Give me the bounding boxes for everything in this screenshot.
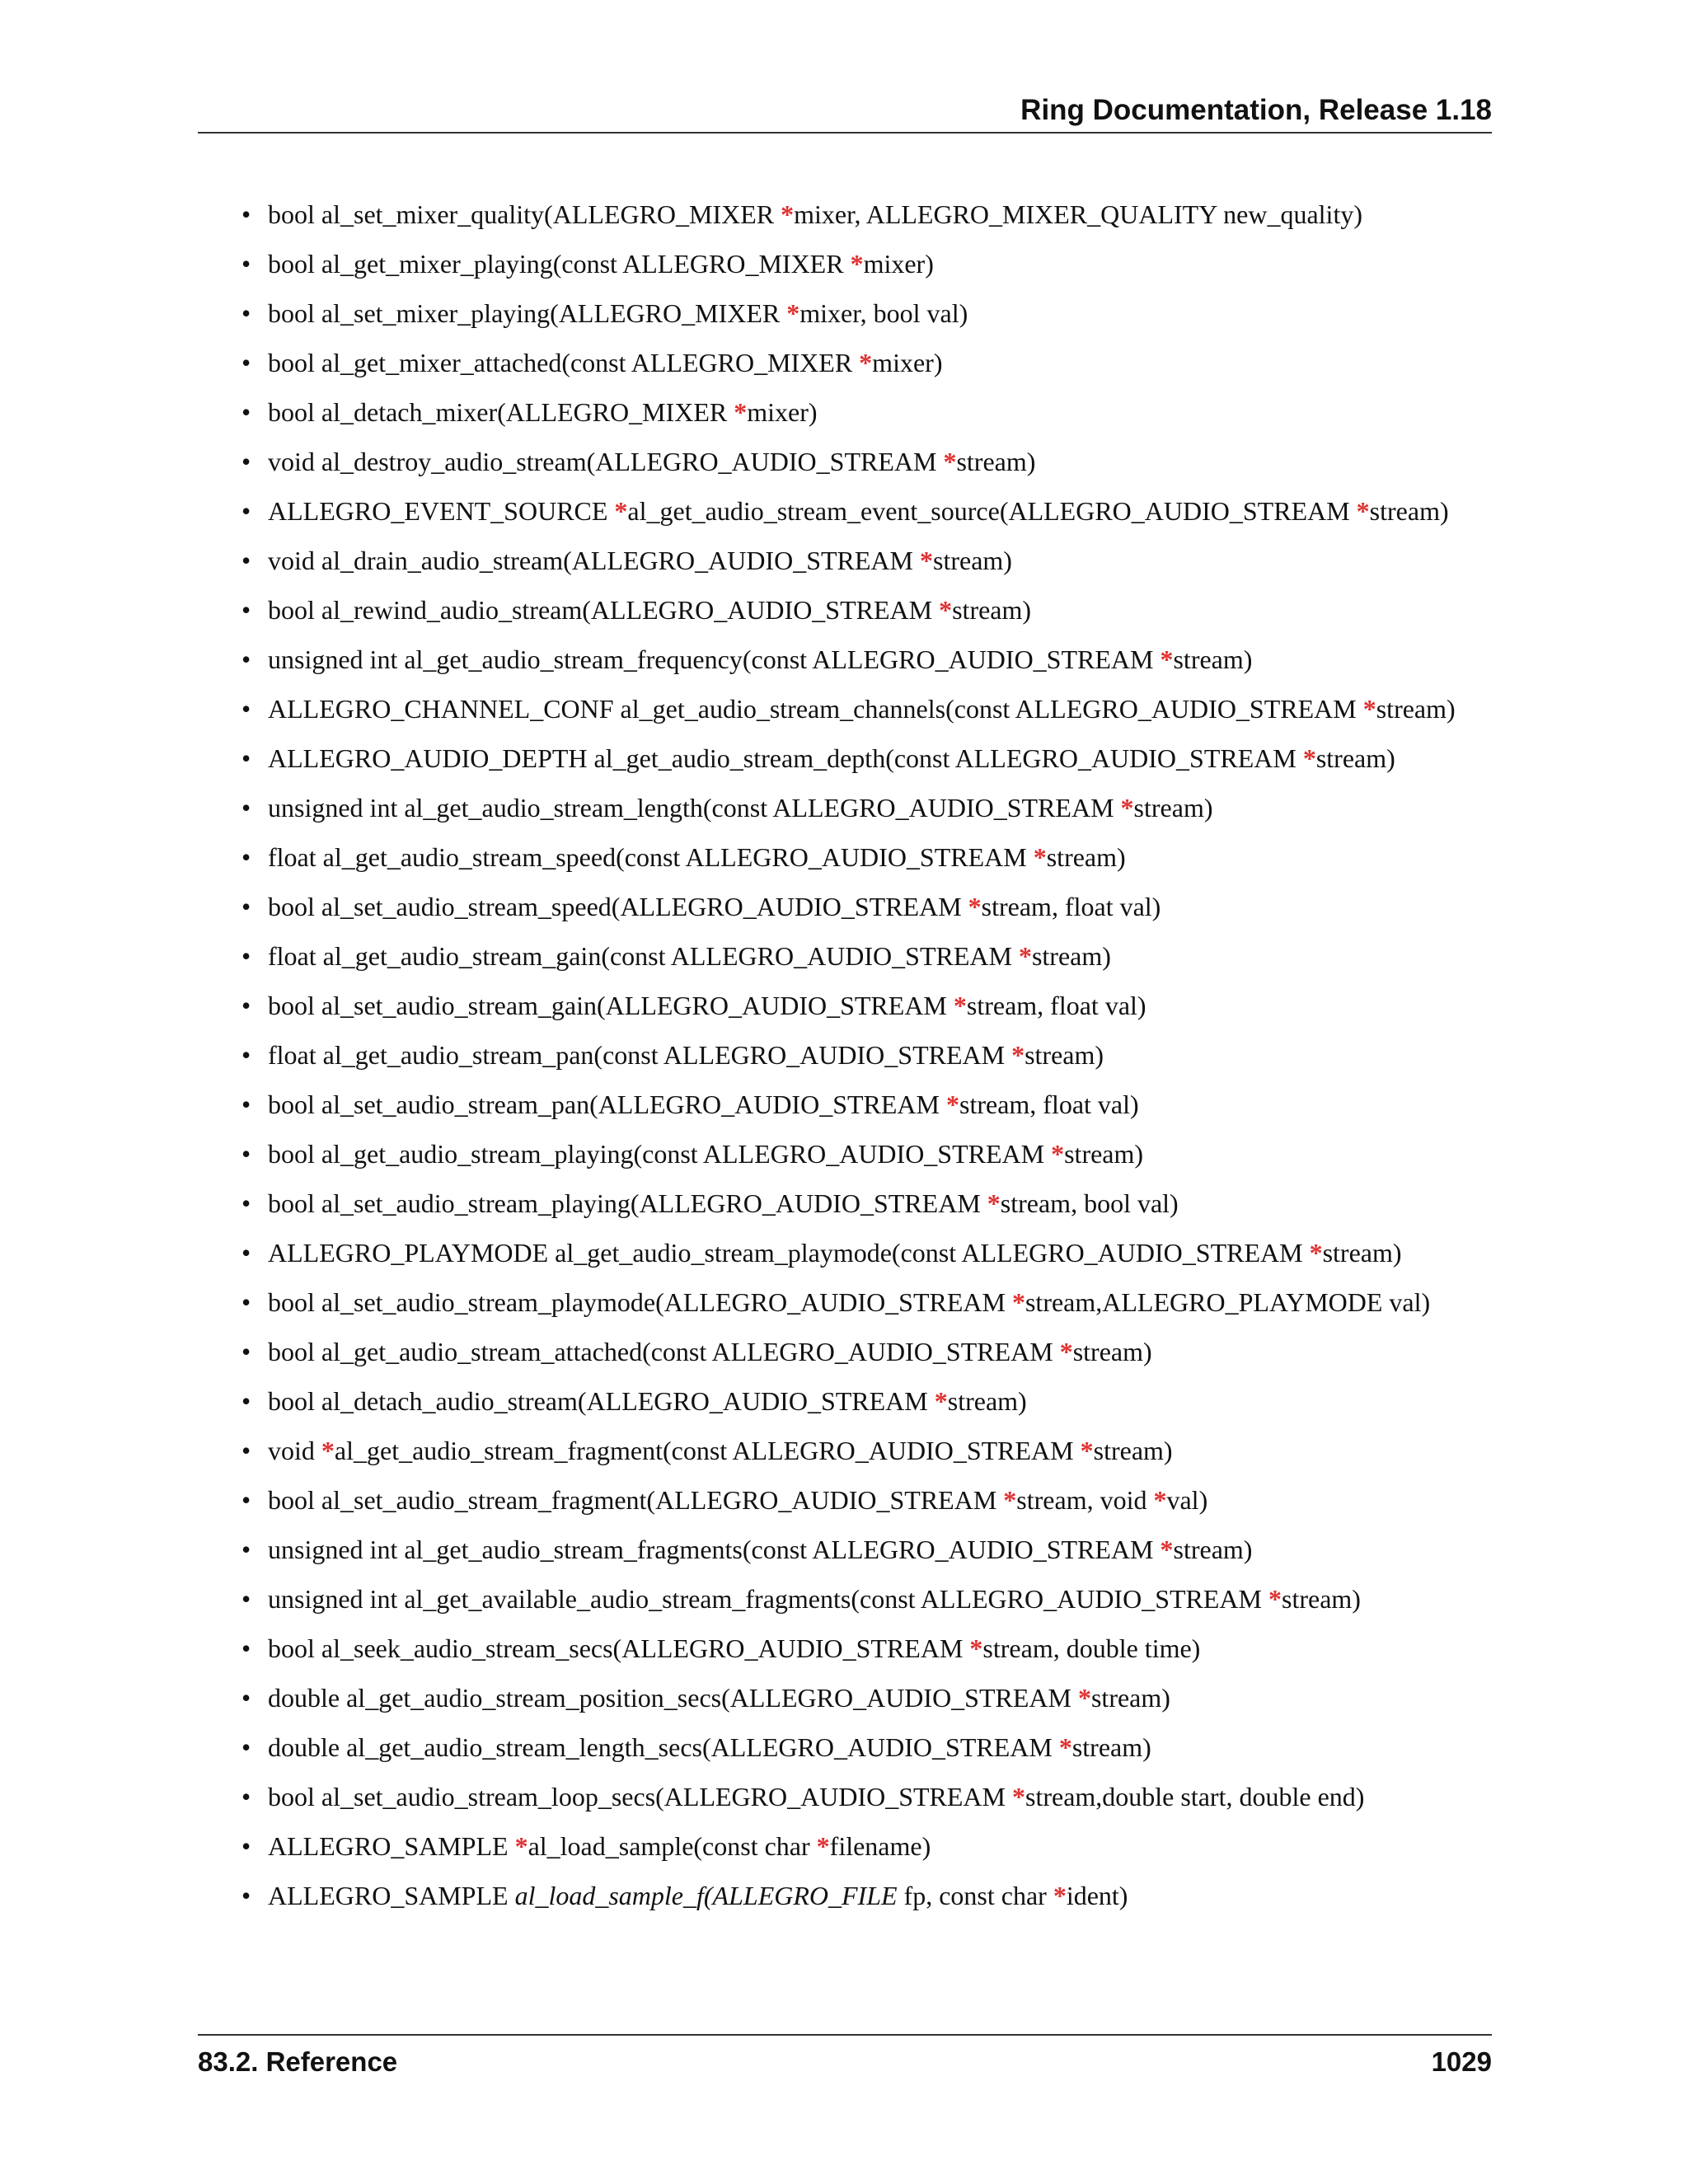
pointer-star: * [786,298,800,328]
signature-text: void [268,1436,321,1465]
signature-text: bool al_seek_audio_stream_secs(ALLEGRO_AUDIO_STREAM [268,1633,970,1663]
signature-text: stream, float val) [959,1090,1139,1119]
list-item [241,1385,1492,1418]
signature-text: float al_get_audio_stream_speed(const ALLEGRO_AUDIO_STREAM [268,842,1034,872]
signature-text: stream) [1322,1238,1402,1268]
signature-text: stream) [1025,1040,1104,1070]
list-item [241,1780,1492,1813]
signature-text: bool al_detach_audio_stream(ALLEGRO_AUDIO_STREAM [268,1386,935,1416]
list-item [241,841,1492,874]
function-signature-list [241,198,1492,1929]
section-label: 83.2. Reference [198,2046,398,2077]
pointer-star: * [919,546,933,575]
signature-text: stream, double time) [982,1633,1201,1663]
list-item [241,198,1492,231]
signature-text: stream) [1093,1436,1173,1465]
list-item [241,297,1492,330]
signature-text: stream, float val) [981,892,1161,921]
signature-text: stream) [1133,793,1213,823]
signature-text: stream) [1173,1535,1253,1564]
page-header [198,91,1492,134]
signature-text: bool al_set_audio_stream_playmode(ALLEGRO_AUDIO_STREAM [268,1287,1012,1317]
signature-text: void al_destroy_audio_stream(ALLEGRO_AUDIO_STREAM [268,447,944,476]
pointer-star: * [1018,941,1032,971]
list-item [241,1681,1492,1714]
list-item [241,346,1492,379]
pointer-star: * [1120,793,1134,823]
signature-text: bool al_set_audio_stream_playing(ALLEGRO_AUDIO_STREAM [268,1188,987,1218]
pointer-star: * [614,496,628,526]
list-item [241,643,1492,676]
signature-text: ALLEGRO_CHANNEL_CONF al_get_audio_stream_channels(const ALLEGRO_AUDIO_STREAM [268,694,1363,724]
signature-text: bool al_set_audio_stream_loop_secs(ALLEGRO_AUDIO_STREAM [268,1782,1012,1811]
signature-text: bool al_set_audio_stream_gain(ALLEGRO_AUDIO_STREAM [268,991,954,1020]
signature-text: stream) [1046,842,1126,872]
signature-text: al_load_sample(const char [528,1831,817,1861]
pointer-star: * [816,1831,830,1861]
signature-text: stream, void [1016,1485,1154,1515]
signature-text: bool al_set_mixer_quality(ALLEGRO_MIXER [268,199,781,229]
signature-text: al_get_audio_stream_event_source(ALLEGRO_AUDIO_STREAM [627,496,1357,526]
list-item [241,544,1492,577]
signature-text: fp, const char [897,1881,1053,1910]
signature-text: stream) [1315,743,1395,773]
signature-text: bool al_set_audio_stream_pan(ALLEGRO_AUDIO_STREAM [268,1090,946,1119]
signature-text: stream) [1072,1337,1152,1366]
signature-text: ALLEGRO_AUDIO_DEPTH al_get_audio_stream_depth(const ALLEGRO_AUDIO_STREAM [268,743,1303,773]
signature-text: stream, bool val) [1000,1188,1179,1218]
list-item [241,445,1492,478]
signature-text: unsigned int al_get_available_audio_stream_fragments(const ALLEGRO_AUDIO_STREAM [268,1584,1268,1614]
signature-text: stream) [1090,1683,1170,1713]
signature-text: double al_get_audio_stream_position_secs(ALLEGRO_AUDIO_STREAM [268,1683,1078,1713]
signature-text: ALLEGRO_EVENT_SOURCE [268,496,615,526]
signature-text: stream) [932,546,1012,575]
pointer-star: * [969,1633,983,1663]
signature-text: stream) [1031,941,1111,971]
page-number: 1029 [1431,2046,1492,2077]
signature-text: filename) [829,1831,931,1861]
list-item [241,692,1492,725]
signature-text: mixer) [863,249,934,279]
signature-text: stream) [1369,496,1449,526]
document-title: Ring Documentation, Release 1.18 [1020,94,1492,126]
signature-text: stream) [1376,694,1456,724]
list-item [241,1335,1492,1368]
list-item [241,1483,1492,1516]
signature-text: stream) [1173,644,1253,674]
pointer-star: * [1011,1040,1025,1070]
pointer-star: * [1053,1881,1067,1910]
signature-text: stream) [952,595,1032,625]
signature-text: stream) [1064,1139,1144,1169]
list-item [241,1137,1492,1170]
signature-text: stream, float val) [966,991,1146,1020]
list-item [241,396,1492,429]
signature-text: ALLEGRO_SAMPLE [268,1831,515,1861]
signature-text: float al_get_audio_stream_gain(const ALLEGRO_AUDIO_STREAM [268,941,1019,971]
signature-text: void al_drain_audio_stream(ALLEGRO_AUDIO_STREAM [268,546,920,575]
pointer-star: * [1080,1436,1094,1465]
list-item [241,989,1492,1022]
signature-text: mixer, bool val) [799,298,968,328]
pointer-star: * [1011,1287,1025,1317]
pointer-star: * [1268,1584,1282,1614]
pointer-star: * [1356,496,1370,526]
pointer-star: * [968,892,982,921]
list-item [241,593,1492,626]
signature-text: val) [1166,1485,1208,1515]
signature-text: al_get_audio_stream_fragment(const ALLEGRO_AUDIO_STREAM [334,1436,1081,1465]
pointer-star: * [850,249,864,279]
signature-text: ident) [1066,1881,1128,1910]
pointer-star: * [1160,644,1174,674]
signature-text: bool al_rewind_audio_stream(ALLEGRO_AUDIO_STREAM [268,595,940,625]
list-item [241,1879,1492,1912]
page-footer [198,2034,1492,2085]
pointer-star: * [321,1436,335,1465]
signature-text: bool al_get_audio_stream_playing(const ALLEGRO_AUDIO_STREAM [268,1139,1052,1169]
signature-text: unsigned int al_get_audio_stream_frequency(const ALLEGRO_AUDIO_STREAM [268,644,1160,674]
pointer-star: * [953,991,967,1020]
signature-text: bool al_set_mixer_playing(ALLEGRO_MIXER [268,298,787,328]
list-item [241,1533,1492,1566]
pointer-star: * [1160,1535,1174,1564]
list-item [241,1731,1492,1764]
pointer-star: * [1362,694,1376,724]
list-item [241,940,1492,972]
pointer-star: * [934,1386,948,1416]
list-item [241,742,1492,775]
signature-text: stream,ALLEGRO_PLAYMODE val) [1025,1287,1431,1317]
pointer-star: * [1003,1485,1017,1515]
pointer-star: * [1011,1782,1025,1811]
signature-text: stream) [1071,1732,1151,1762]
pointer-star: * [939,595,953,625]
list-item [241,247,1492,280]
signature-text: bool al_get_mixer_attached(const ALLEGRO_MIXER [268,348,860,377]
pointer-star: * [1059,1337,1073,1366]
pointer-star: * [987,1188,1001,1218]
signature-text: mixer) [747,397,818,427]
signature-text: mixer, ALLEGRO_MIXER_QUALITY new_quality) [794,199,1362,229]
list-item [241,1582,1492,1615]
list-item [241,1088,1492,1121]
signature-text: bool al_set_audio_stream_fragment(ALLEGRO_AUDIO_STREAM [268,1485,1004,1515]
signature-text: stream,double start, double end) [1025,1782,1365,1811]
signature-text: ALLEGRO_SAMPLE [268,1881,515,1910]
signature-text: unsigned int al_get_audio_stream_length(const ALLEGRO_AUDIO_STREAM [268,793,1121,823]
signature-text: double al_get_audio_stream_length_secs(ALLEGRO_AUDIO_STREAM [268,1732,1059,1762]
pointer-star: * [734,397,748,427]
signature-text: float al_get_audio_stream_pan(const ALLEGRO_AUDIO_STREAM [268,1040,1012,1070]
signature-text: ALLEGRO_PLAYMODE al_get_audio_stream_playmode(const ALLEGRO_AUDIO_STREAM [268,1238,1310,1268]
signature-text: stream) [1281,1584,1361,1614]
pointer-star: * [1077,1683,1091,1713]
pointer-star: * [514,1831,528,1861]
pointer-star: * [781,199,795,229]
pointer-star: * [1309,1238,1323,1268]
signature-text: bool al_set_audio_stream_speed(ALLEGRO_AUDIO_STREAM [268,892,968,921]
list-item [241,1187,1492,1220]
list-item [241,1434,1492,1467]
signature-text: bool al_get_mixer_playing(const ALLEGRO_MIXER [268,249,851,279]
signature-text: al_load_sample_f(ALLEGRO_FILE [514,1881,898,1910]
list-item [241,890,1492,923]
pointer-star: * [1058,1732,1072,1762]
list-item [241,1038,1492,1071]
list-item [241,1286,1492,1319]
pointer-star: * [859,348,873,377]
signature-text: bool al_detach_mixer(ALLEGRO_MIXER [268,397,734,427]
list-item [241,791,1492,824]
signature-text: bool al_get_audio_stream_attached(const ALLEGRO_AUDIO_STREAM [268,1337,1060,1366]
pointer-star: * [1051,1139,1065,1169]
list-item [241,1632,1492,1665]
pointer-star: * [1302,743,1316,773]
list-item [241,494,1492,527]
pointer-star: * [1153,1485,1167,1515]
signature-text: mixer) [872,348,943,377]
pointer-star: * [945,1090,959,1119]
signature-text: stream) [947,1386,1027,1416]
list-item [241,1236,1492,1269]
signature-text: stream) [956,447,1036,476]
pointer-star: * [1033,842,1047,872]
pointer-star: * [943,447,957,476]
list-item [241,1830,1492,1863]
signature-text: unsigned int al_get_audio_stream_fragments(const ALLEGRO_AUDIO_STREAM [268,1535,1160,1564]
